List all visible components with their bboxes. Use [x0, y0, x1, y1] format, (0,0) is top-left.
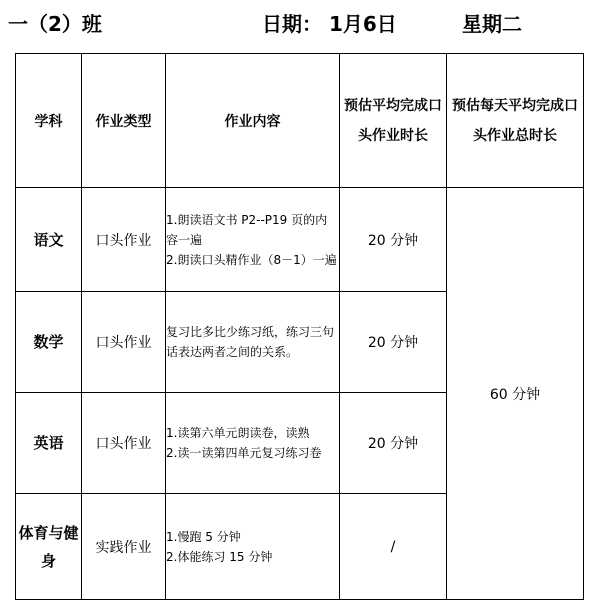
column-header-est-time: 预估平均完成口头作业时长: [340, 54, 447, 188]
column-header-type: 作业类型: [82, 54, 166, 188]
content-line: 1.读第六单元朗读卷，读熟: [166, 426, 310, 440]
content-cell: [166, 292, 340, 393]
page-header: [0, 8, 591, 40]
duration-cell: /: [340, 494, 447, 600]
subject-cell: 体育与健身: [16, 494, 82, 600]
column-header-est-total: 预估每天平均完成口头作业总时长: [447, 54, 584, 188]
duration-cell: 20 分钟: [340, 188, 447, 292]
duration-cell: 20 分钟: [340, 292, 447, 393]
subject-cell: 英语: [16, 393, 82, 494]
content-line: 2.读一读第四单元复习练习卷: [166, 446, 322, 460]
content-line: 1.慢跑 5 分钟: [166, 529, 241, 544]
content-line: 1.朗读语文书 P2--P19 页的内容一遍: [166, 212, 328, 247]
class-name: 一（2）班: [8, 12, 102, 36]
table-header-row: [16, 54, 584, 188]
homework-table: [15, 53, 584, 600]
content-cell: [166, 188, 340, 292]
subject-cell: 数学: [16, 292, 82, 393]
content-line: 2.体能练习 15 分钟: [166, 549, 273, 564]
column-header-subject: 学科: [16, 54, 82, 188]
table-row: [16, 188, 584, 292]
subject-cell: 语文: [16, 188, 82, 292]
type-cell: 口头作业: [82, 188, 166, 292]
weekday-label: 星期二: [462, 12, 522, 36]
content-cell: [166, 494, 340, 600]
content-line: 复习比多比少练习纸，练习三句话表达两者之间的关系。: [166, 325, 335, 359]
type-cell: 口头作业: [82, 292, 166, 393]
date-label: 日期： 1月6日: [262, 12, 397, 36]
type-cell: 实践作业: [82, 494, 166, 600]
duration-cell: 20 分钟: [340, 393, 447, 494]
total-duration-cell: 60 分钟: [447, 188, 584, 600]
column-header-content: 作业内容: [166, 54, 340, 188]
content-line: 2.朗读口头精作业（8－1）一遍: [166, 252, 337, 267]
type-cell: 口头作业: [82, 393, 166, 494]
content-cell: [166, 393, 340, 494]
